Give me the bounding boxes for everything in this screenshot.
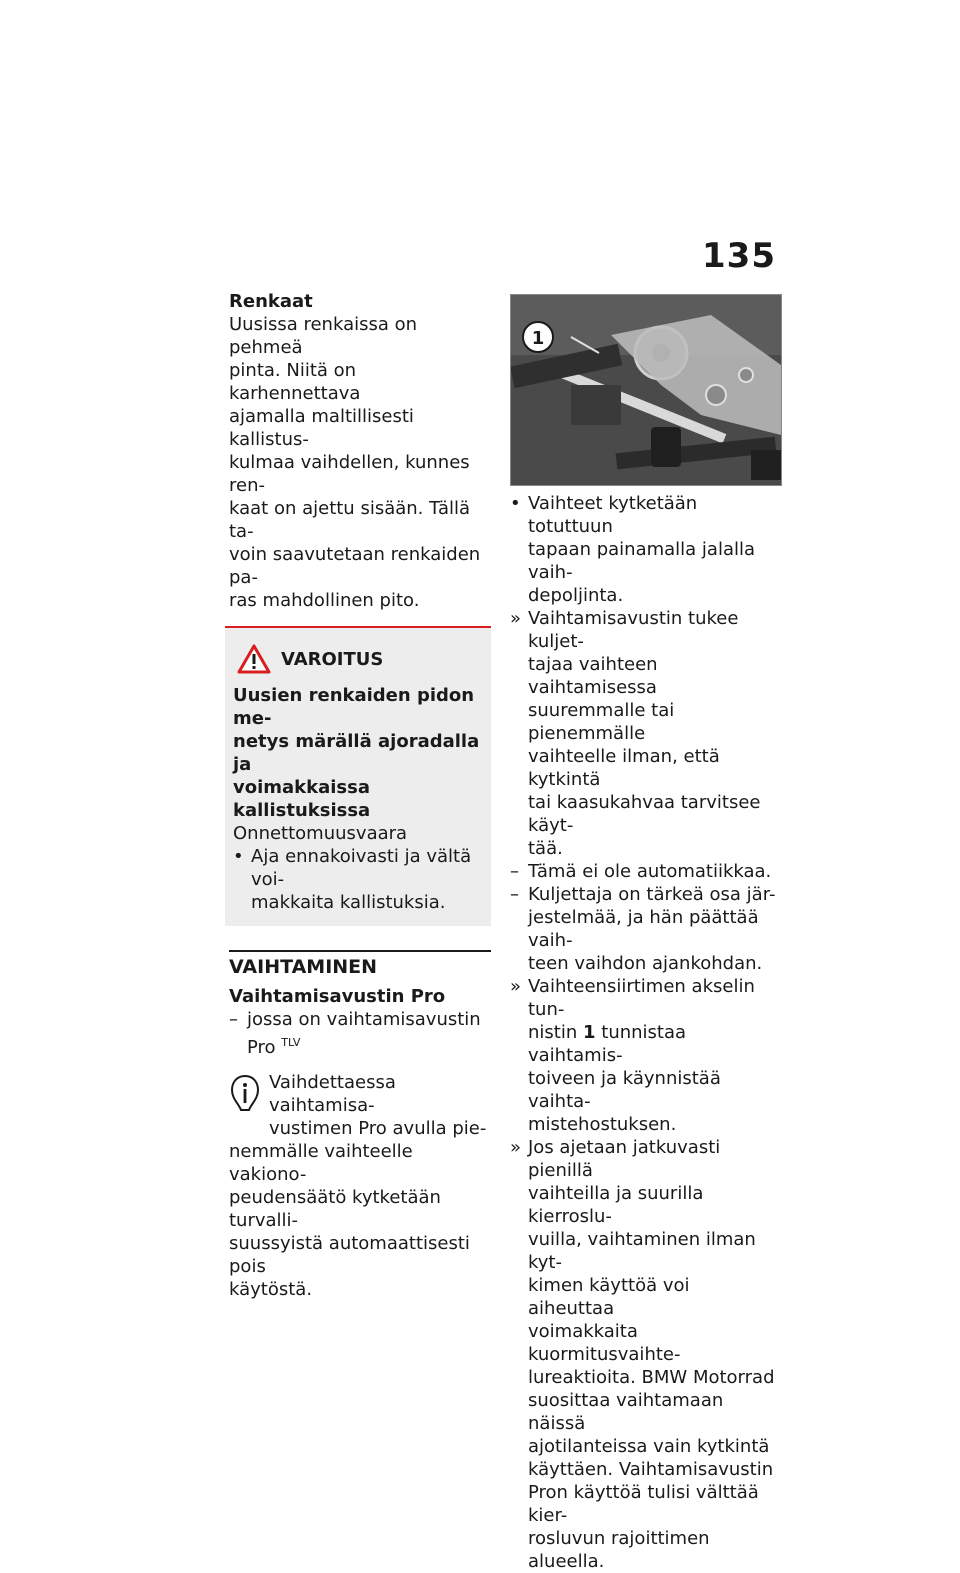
warning-header — [237, 644, 483, 674]
item-line: Vaihteet kytketään totuttuun — [528, 493, 698, 537]
dash-marker: – — [510, 884, 519, 905]
warning-triangle-icon — [237, 644, 271, 674]
bullet-marker: • — [233, 846, 244, 867]
right-column — [510, 294, 780, 1573]
item-text: nistin — [528, 1022, 578, 1043]
list-item — [510, 607, 780, 860]
item-line: Kuljettaja on tärkeä osa jär- — [528, 884, 776, 905]
item-line: Vaihteensiirtimen akselin tun- — [528, 976, 755, 1020]
item-line: Pron käyttöä tulisi välttää kier- — [528, 1482, 759, 1526]
item-line: ajotilanteissa vain kytkintä — [528, 1436, 770, 1457]
item-line: mistehostuksen. — [528, 1114, 677, 1135]
callout-reference: 1 — [583, 1022, 596, 1043]
warning-headline-line: voimakkaissa kallistuksissa — [233, 777, 371, 821]
intro-line: voin saavutetaan renkaiden pa- — [229, 544, 481, 588]
intro-line: pinta. Niitä on karhennettava — [229, 360, 361, 404]
dash-marker: – — [510, 861, 519, 882]
list-item — [510, 883, 780, 975]
info-line: vustimen Pro avulla pie- — [269, 1118, 487, 1139]
warning-title: VAROITUS — [281, 648, 384, 670]
gearshift-photo — [510, 294, 782, 486]
equipment-line: jossa on vaihtamisavustin — [247, 1009, 481, 1030]
item-line: tapaan painamalla jalalla vaih- — [528, 539, 756, 583]
list-item — [510, 492, 780, 607]
warning-bullet-line: makkaita kallistuksia. — [251, 892, 446, 913]
intro-line: kaat on ajettu sisään. Tällä ta- — [229, 498, 471, 542]
item-line: tai kaasukahvaa tarvitsee käyt- — [528, 792, 761, 836]
section-divider — [229, 950, 491, 1301]
item-line: käyttäen. Vaihtamisavustin — [528, 1459, 774, 1480]
item-line: jestelmää, ja hän päättää vaih- — [528, 907, 759, 951]
info-line: suussyistä automaattisesti pois — [229, 1233, 470, 1277]
equipment-line — [247, 1031, 491, 1059]
page-number: 135 — [702, 236, 776, 276]
item-line — [528, 1021, 780, 1067]
tyres-heading: Renkaat — [229, 291, 313, 312]
intro-line: kulmaa vaihdellen, kunnes ren- — [229, 452, 470, 496]
result-marker: » — [510, 608, 522, 629]
info-icon — [229, 1073, 261, 1113]
list-item — [510, 975, 780, 1136]
item-line: Tämä ei ole automatiikkaa. — [528, 861, 772, 882]
list-item — [510, 860, 780, 883]
item-line: suuremmalle tai pienemmälle — [528, 700, 675, 744]
warning-bullet-line: Aja ennakoivasti ja vältä voi- — [251, 846, 472, 890]
info-note — [229, 1071, 491, 1301]
warning-headline-line: Uusien renkaiden pidon me- — [233, 685, 475, 729]
equipment-note — [229, 1008, 491, 1059]
section-title: VAIHTAMINEN — [229, 956, 378, 978]
item-line: toiveen ja käynnistää vaihta- — [528, 1068, 721, 1112]
photo-callout-label: 1 — [531, 328, 545, 349]
equipment-pro: Pro — [247, 1037, 276, 1058]
info-line: käytöstä. — [229, 1279, 313, 1300]
item-text: tunnistaa vaihtamis- — [528, 1022, 687, 1066]
item-line: voimakkaita kuormitusvaihte- — [528, 1321, 681, 1365]
left-column — [229, 290, 491, 1301]
item-line: vaihteilla ja suurilla kierroslu- — [528, 1183, 704, 1227]
warning-box — [225, 626, 491, 926]
intro-line: Uusissa renkaissa on pehmeä — [229, 314, 418, 358]
intro-line: ajamalla maltillisesti kallistus- — [229, 406, 414, 450]
item-line: Vaihtamisavustin tukee kuljet- — [528, 608, 739, 652]
intro-line: ras mahdollinen pito. — [229, 590, 420, 611]
warning-bullet — [233, 845, 483, 914]
item-line: rosluvun rajoittimen alueella. — [528, 1528, 710, 1572]
item-line: depoljinta. — [528, 585, 624, 606]
bullet-marker: • — [510, 493, 521, 514]
warning-hazard: Onnettomuusvaara — [233, 823, 408, 844]
item-line: lureaktioita. BMW Motorrad — [528, 1367, 775, 1388]
tyres-intro — [229, 313, 491, 612]
info-line: Vaihdettaessa vaihtamisa- — [269, 1072, 396, 1116]
info-line: peudensäätö kytketään turvalli- — [229, 1187, 441, 1231]
item-line: vuilla, vaihtaminen ilman kyt- — [528, 1229, 756, 1273]
result-marker: » — [510, 1137, 522, 1158]
warning-headline — [233, 684, 483, 822]
tlv-superscript: TLV — [281, 1036, 301, 1049]
result-marker: » — [510, 976, 522, 997]
warning-headline-line: netys märällä ajoradalla ja — [233, 731, 480, 775]
item-line: teen vaihdon ajankohdan. — [528, 953, 763, 974]
dash-marker: – — [229, 1009, 238, 1030]
list-item — [510, 1136, 780, 1573]
subsection-title: Vaihtamisavustin Pro — [229, 986, 446, 1007]
item-line: Jos ajetaan jatkuvasti pienillä — [528, 1137, 721, 1181]
item-line: vaihteelle ilman, että kytkintä — [528, 746, 720, 790]
info-line: nemmälle vaihteelle vakiono- — [229, 1141, 413, 1185]
item-line: tää. — [528, 838, 563, 859]
item-line: kimen käyttöä voi aiheuttaa — [528, 1275, 690, 1319]
item-line: suosittaa vaihtamaan näissä — [528, 1390, 724, 1434]
item-line: tajaa vaihteen vaihtamisessa — [528, 654, 658, 698]
